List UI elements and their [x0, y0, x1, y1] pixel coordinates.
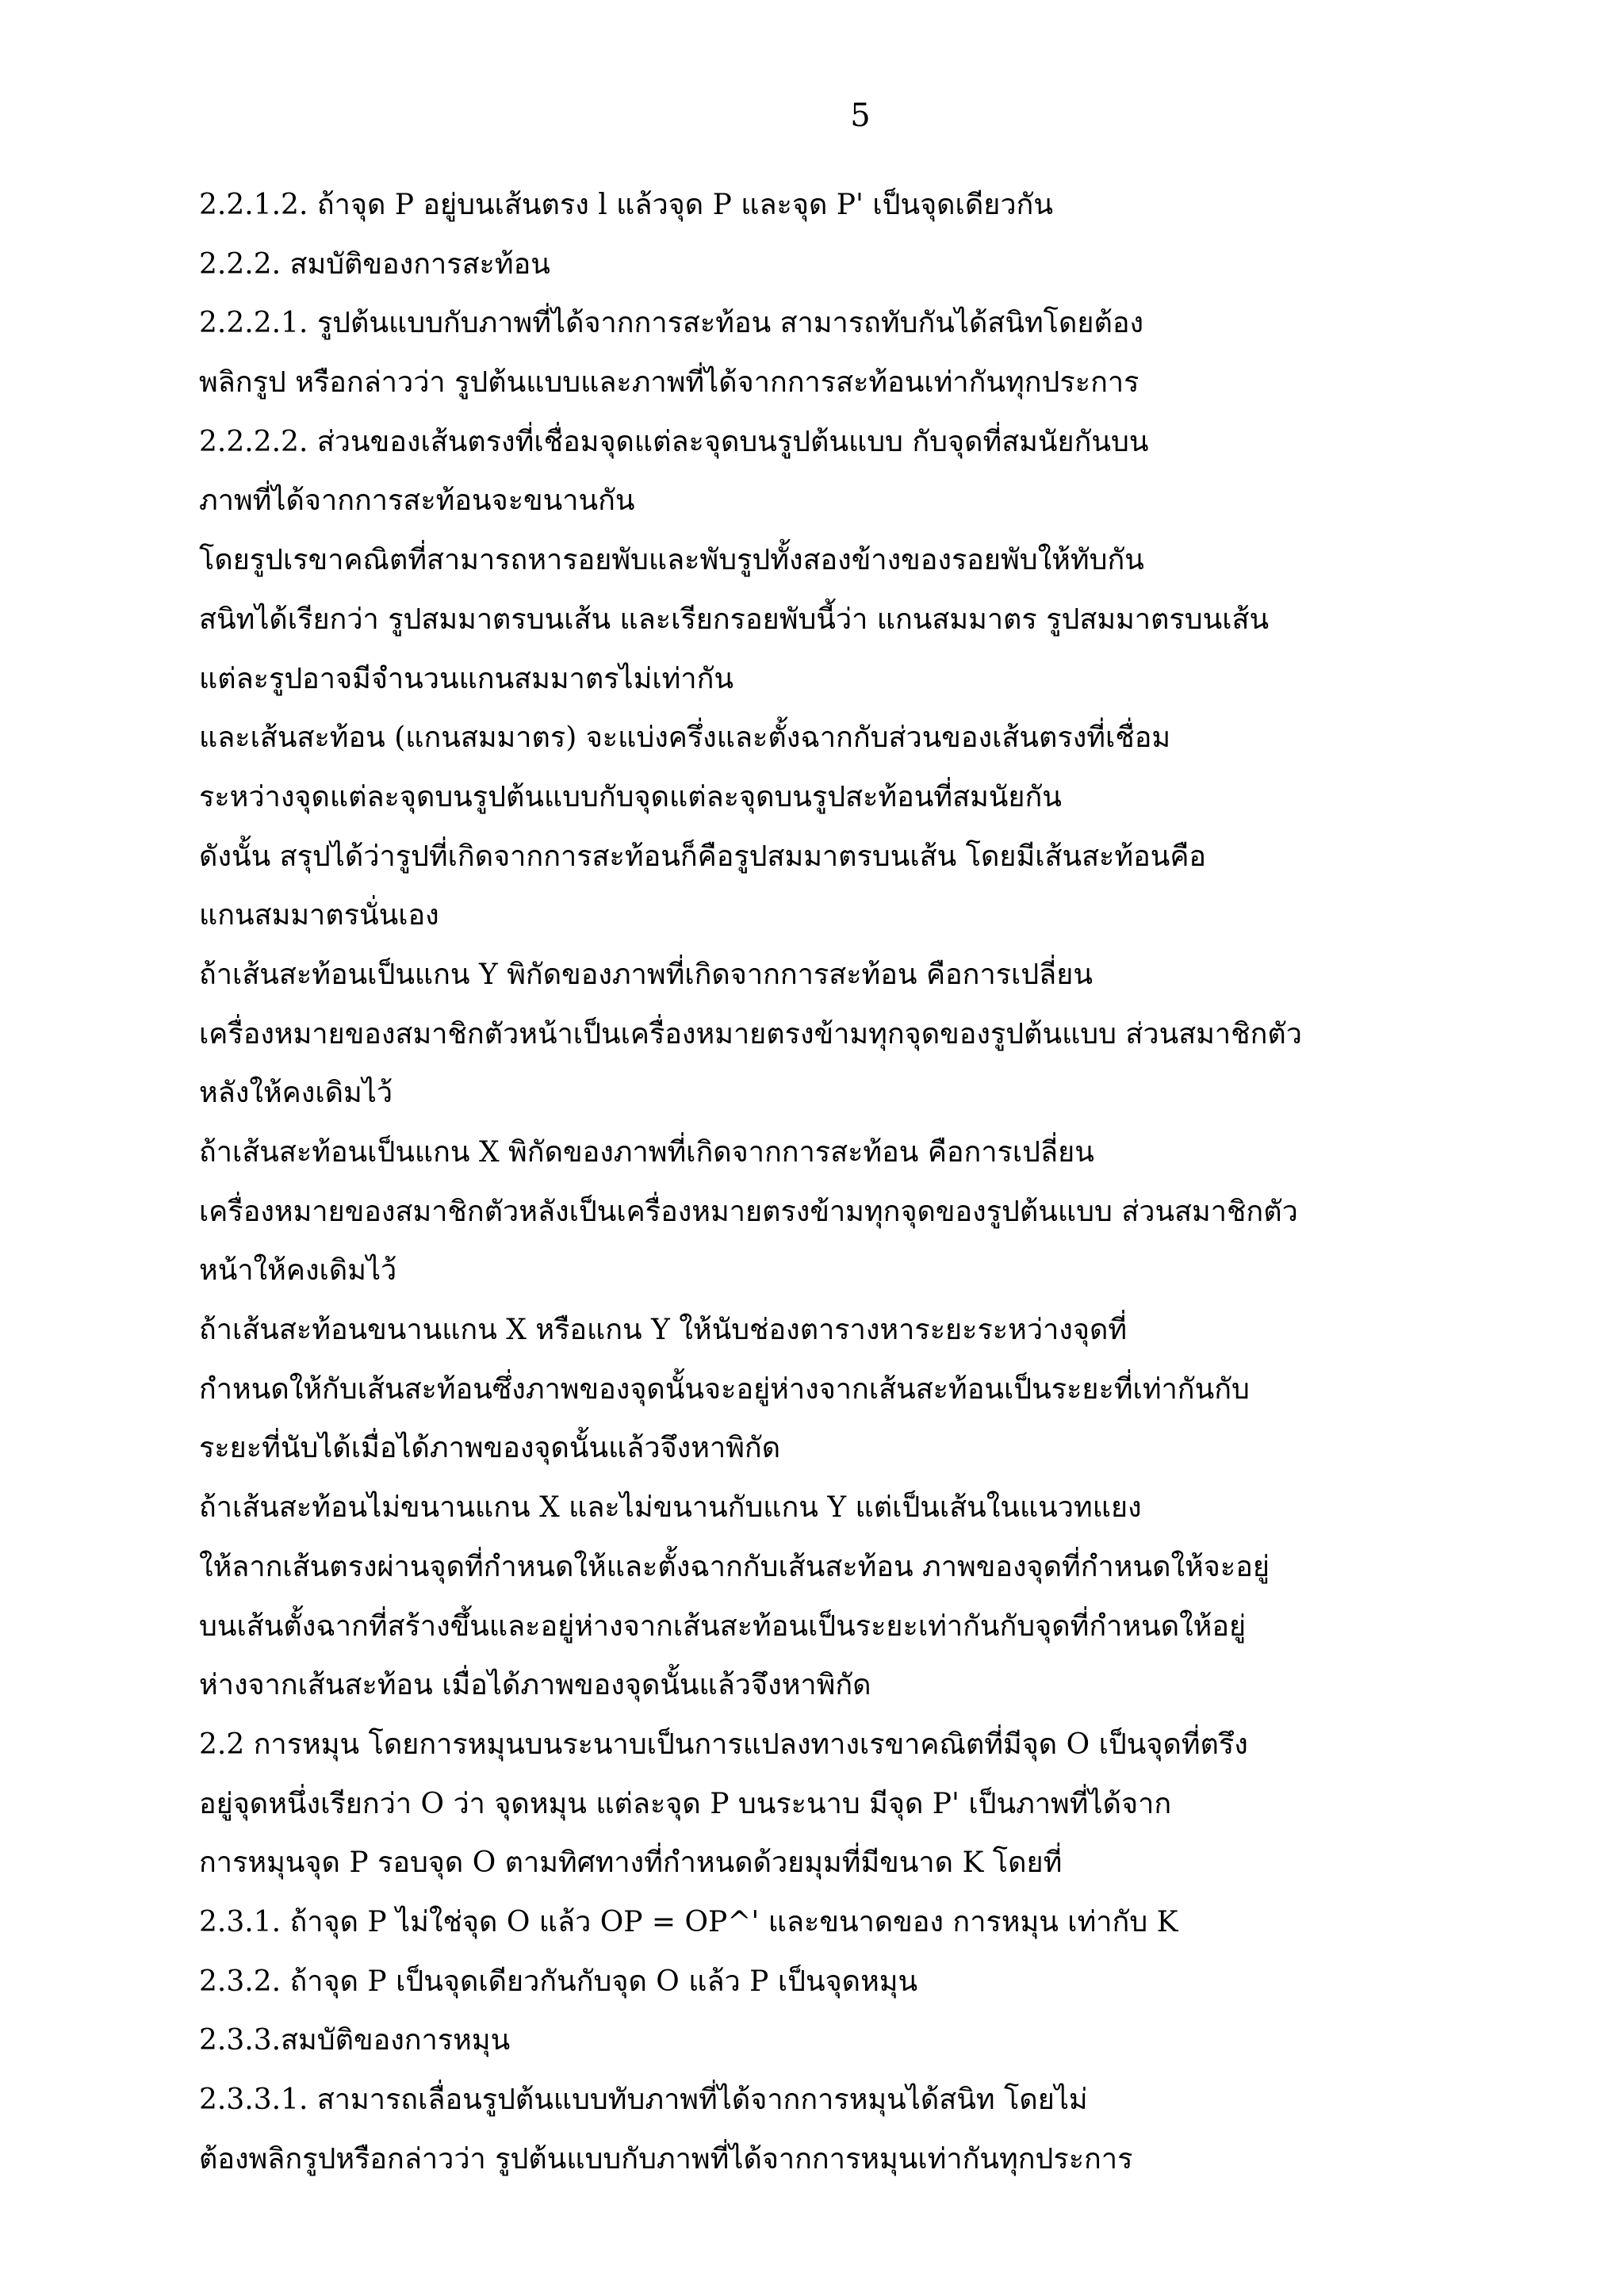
text-line: 2.2.1.2. ถ้าจุด P อยู่บนเส้นตรง l แล้วจุด P และจุด P' เป็นจุดเดียวกัน	[199, 189, 1053, 221]
text-line: เครื่องหมายของสมาชิกตัวหน้าเป็นเครื่องหมายตรงข้ามทุกจุดของรูปต้นแบบ ส่วนสมาชิกตัว	[199, 1017, 1302, 1050]
page-number: 5	[850, 98, 871, 134]
text-line: แต่ละรูปอาจมีจำนวนแกนสมมาตรไม่เท่ากัน	[199, 662, 734, 695]
text-line: การหมุนจุด P รอบจุด O ตามทิศทางที่กำหนดด้วยมุมที่มีขนาด K โดยที่	[199, 1846, 1063, 1880]
text-line: ระหว่างจุดแต่ละจุดบนรูปต้นแบบกับจุดแต่ละจุดบนรูปสะท้อนที่สมนัยกัน	[199, 780, 1062, 813]
text-line: พลิกรูป หรือกล่าวว่า รูปต้นแบบและภาพที่ได้จากการสะท้อนเท่ากันทุกประการ	[199, 366, 1139, 400]
text-line: บนเส้นตั้งฉากที่สร้างขึ้นและอยู่ห่างจากเส้นสะท้อนเป็นระยะเท่ากันกับจุดที่กำหนดให้อยู่	[199, 1609, 1247, 1643]
text-line: ดังนั้น สรุปได้ว่ารูปที่เกิดจากการสะท้อนก็คือรูปสมมาตรบนเส้น โดยมีเส้นสะท้อนคือ	[199, 840, 1207, 873]
text-line: ภาพที่ได้จากการสะท้อนจะขนานกัน	[199, 484, 635, 518]
text-line: ระยะที่นับได้เมื่อได้ภาพของจุดนั้นแล้วจึงหาพิกัด	[199, 1432, 781, 1465]
text-line: 2.2.2.1. รูปต้นแบบกับภาพที่ได้จากการสะท้อน สามารถทับกันได้สนิทโดยต้อง	[199, 307, 1144, 340]
text-line: 2.3.3.1. สามารถเลื่อนรูปต้นแบบทับภาพที่ได้จากการหมุนได้สนิท โดยไม่	[199, 2084, 1088, 2116]
text-line: ต้องพลิกรูปหรือกล่าวว่า รูปต้นแบบกับภาพที่ได้จากการหมุนเท่ากันทุกประการ	[199, 2142, 1133, 2175]
text-line: หน้าให้คงเดิมไว้	[199, 1254, 397, 1288]
text-line: ถ้าเส้นสะท้อนเป็นแกน Y พิกัดของภาพที่เกิดจากการสะท้อน คือการเปลี่ยน	[199, 958, 1093, 991]
text-line: โดยรูปเรขาคณิตที่สามารถหารอยพับและพับรูปทั้งสองข้างของรอยพับให้ทับกัน	[199, 544, 1144, 577]
text-line: เครื่องหมายของสมาชิกตัวหลังเป็นเครื่องหมายตรงข้ามทุกจุดของรูปต้นแบบ ส่วนสมาชิกตัว	[199, 1195, 1298, 1228]
text-line: 2.3.1. ถ้าจุด P ไม่ใช่จุด O แล้ว OP = OP^' และขนาดของ การหมุน เท่ากับ K	[199, 1905, 1178, 1938]
text-line: 2.3.2. ถ้าจุด P เป็นจุดเดียวกันกับจุด O แล้ว P เป็นจุดหมุน	[199, 1965, 918, 1998]
text-line: ให้ลากเส้นตรงผ่านจุดที่กำหนดให้และตั้งฉากกับเส้นสะท้อน ภาพของจุดที่กำหนดให้จะอยู่	[199, 1550, 1270, 1583]
text-line: สนิทได้เรียกว่า รูปสมมาตรบนเส้น และเรียกรอยพับนี้ว่า แกนสมมาตร รูปสมมาตรบนเส้น	[199, 603, 1270, 636]
body-text	[199, 176, 1595, 2189]
text-line: ห่างจากเส้นสะท้อน เมื่อได้ภาพของจุดนั้นแล้วจึงหาพิกัด	[199, 1669, 871, 1702]
text-line: 2.2 การหมุน โดยการหมุนบนระนาบเป็นการแปลงทางเรขาคณิตที่มีจุด O เป็นจุดที่ตรึง	[199, 1728, 1248, 1761]
text-line: ถ้าเส้นสะท้อนเป็นแกน X พิกัดของภาพที่เกิดจากการสะท้อน คือการเปลี่ยน	[199, 1136, 1094, 1169]
text-line: อยู่จุดหนึ่งเรียกว่า O ว่า จุดหมุน แต่ละจุด P บนระนาบ มีจุด P' เป็นภาพที่ได้จาก	[199, 1787, 1172, 1820]
text-line: 2.2.2. สมบัติของการสะท้อน	[199, 247, 550, 281]
text-line: กำหนดให้กับเส้นสะท้อนซึ่งภาพของจุดนั้นจะอยู่ห่างจากเส้นสะท้อนเป็นระยะที่เท่ากันกับ	[199, 1372, 1250, 1406]
text-line: 2.2.2.2. ส่วนของเส้นตรงที่เชื่อมจุดแต่ละจุดบนรูปต้นแบบ กับจุดที่สมนัยกันบน	[199, 425, 1149, 458]
text-line: หลังให้คงเดิมไว้	[199, 1077, 393, 1110]
text-line: ถ้าเส้นสะท้อนไม่ขนานแกน X และไม่ขนานกับแกน Y แต่เป็นเส้นในแนวทแยง	[199, 1491, 1142, 1525]
text-line: ถ้าเส้นสะท้อนขนานแกน X หรือแกน Y ให้นับช่องตารางหาระยะระหว่างจุดที่	[199, 1314, 1128, 1347]
text-line: 2.3.3.สมบัติของการหมุน	[199, 2024, 511, 2057]
text-line: แกนสมมาตรนั่นเอง	[199, 899, 439, 932]
text-line: และเส้นสะท้อน (แกนสมมาตร) จะแบ่งครึ่งและตั้งฉากกับส่วนของเส้นตรงที่เชื่อม	[199, 721, 1171, 755]
